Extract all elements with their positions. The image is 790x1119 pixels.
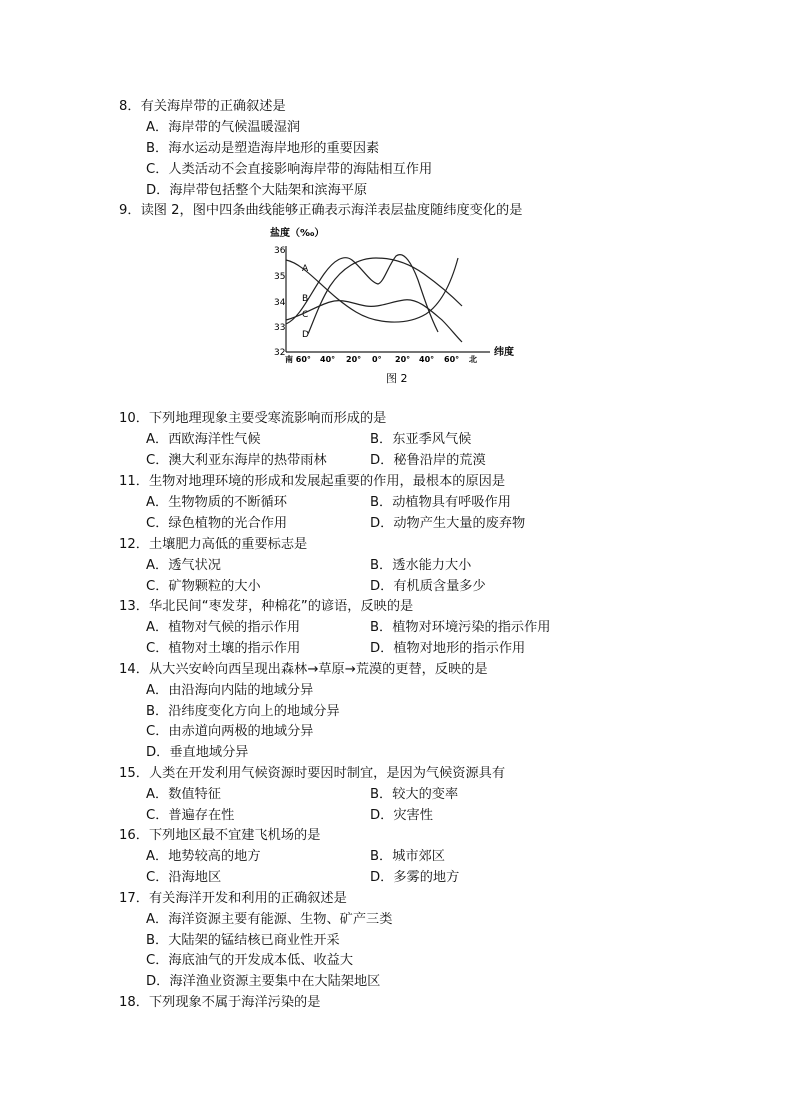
q10-option-c: C．澳大利亚东海岸的热带雨林 xyxy=(146,453,327,468)
q17-option-a: A．海洋资源主要有能源、生物、矿产三类 xyxy=(146,912,393,927)
figure-xlabel: 纬度 xyxy=(494,347,514,358)
ytick-36: 36 xyxy=(274,246,286,256)
q8-option-a: A．海岸带的气候温暖湿润 xyxy=(146,120,301,135)
q12-option-b: B．透水能力大小 xyxy=(370,558,472,573)
q11-option-a: A．生物物质的不断循环 xyxy=(146,495,287,510)
xtick-n20: 20° xyxy=(395,355,411,364)
q12-option-a: A．透气状况 xyxy=(146,558,221,573)
q11-stem: 11．生物对地理环境的形成和发展起重要的作用，最根本的原因是 xyxy=(119,474,506,489)
q12-stem: 12．土壤肥力高低的重要标志是 xyxy=(119,537,308,552)
q18-stem: 18．下列现象不属于海洋污染的是 xyxy=(119,995,321,1010)
q10-option-a: A．西欧海洋性气候 xyxy=(146,432,261,447)
q11-option-c: C．绿色植物的光合作用 xyxy=(146,516,288,531)
q17-option-b: B．大陆架的锰结核已商业性开采 xyxy=(146,933,340,948)
q13-option-b: B．植物对环境污染的指示作用 xyxy=(370,620,551,635)
q17-option-d: D．海洋渔业资源主要集中在大陆架地区 xyxy=(146,974,381,989)
q8-stem: 8．有关海岸带的正确叙述是 xyxy=(119,99,286,114)
q16-option-c: C．沿海地区 xyxy=(146,870,222,885)
q17-option-c: C．海底油气的开发成本低、收益大 xyxy=(146,953,354,968)
xtick-s40: 40° xyxy=(320,355,336,364)
figure-caption: 图 2 xyxy=(386,372,408,385)
q16-stem: 16．下列地区最不宜建飞机场的是 xyxy=(119,828,321,843)
q16-option-d: D．多雾的地方 xyxy=(370,870,460,885)
q15-option-d: D．灾害性 xyxy=(370,808,433,823)
q13-stem: 13．华北民间“枣发芽，种棉花”的谚语，反映的是 xyxy=(119,599,414,614)
q11-option-b: B．动植物具有呼吸作用 xyxy=(370,495,511,510)
ytick-33: 33 xyxy=(274,323,286,333)
q10-option-b: B．东亚季风气候 xyxy=(370,432,472,447)
q12-option-c: C．矿物颗粒的大小 xyxy=(146,579,261,594)
q14-option-d: D．垂直地域分异 xyxy=(146,745,249,760)
q12-option-d: D．有机质含量多少 xyxy=(370,579,486,594)
q10-stem: 10．下列地理现象主要受寒流影响而形成的是 xyxy=(119,411,387,426)
q13-option-d: D．植物对地形的指示作用 xyxy=(370,641,526,656)
q16-option-b: B．城市郊区 xyxy=(370,849,445,864)
q14-stem: 14．从大兴安岭向西呈现出森林→草原→荒漠的更替，反映的是 xyxy=(119,662,488,677)
q14-option-b: B．沿纬度变化方向上的地域分异 xyxy=(146,704,340,719)
q8-option-b: B．海水运动是塑造海岸地形的重要因素 xyxy=(146,141,380,156)
q10-option-d: D．秘鲁沿岸的荒漠 xyxy=(370,453,486,468)
xtick-s20: 20° xyxy=(346,355,362,364)
xtick-n60: 60° xyxy=(444,355,460,364)
q14-option-c: C．由赤道向两极的地域分异 xyxy=(146,724,314,739)
curve-d xyxy=(308,258,462,334)
curve-label-d: D xyxy=(302,330,309,340)
q13-option-a: A．植物对气候的指示作用 xyxy=(146,620,301,635)
q15-stem: 15．人类在开发利用气候资源时要因时制宜，是因为气候资源具有 xyxy=(119,766,506,781)
curve-label-b: B xyxy=(302,294,309,304)
q9-stem: 9．读图 2，图中四条曲线能够正确表示海洋表层盐度随纬度变化的是 xyxy=(119,203,523,218)
q13-option-c: C．植物对土壤的指示作用 xyxy=(146,641,301,656)
xtick-n40: 40° xyxy=(419,355,435,364)
xtick-north: 北 xyxy=(469,355,477,364)
q16-option-a: A．地势较高的地方 xyxy=(146,849,261,864)
q15-option-b: B．较大的变率 xyxy=(370,787,459,802)
q15-option-a: A．数值特征 xyxy=(146,787,221,802)
ytick-32: 32 xyxy=(274,348,286,358)
curve-label-a: A xyxy=(302,264,309,274)
curve-label-c: C xyxy=(302,310,309,320)
curve-b xyxy=(286,255,438,332)
q14-option-a: A．由沿海向内陆的地域分异 xyxy=(146,683,314,698)
ytick-34: 34 xyxy=(274,298,286,308)
q17-stem: 17．有关海洋开发和利用的正确叙述是 xyxy=(119,891,347,906)
salinity-figure xyxy=(266,224,526,390)
q8-option-c: C．人类活动不会直接影响海岸带的海陆相互作用 xyxy=(146,162,433,177)
ytick-35: 35 xyxy=(274,272,286,282)
q8-option-d: D．海岸带包括整个大陆架和滨海平原 xyxy=(146,183,368,198)
figure-ylabel: 盐度（‰） xyxy=(270,228,325,239)
q15-option-c: C．普遍存在性 xyxy=(146,808,235,823)
q11-option-d: D．动物产生大量的废弃物 xyxy=(370,516,526,531)
xtick-0: 0° xyxy=(372,355,382,364)
xtick-s60: 南 60° xyxy=(285,355,311,364)
